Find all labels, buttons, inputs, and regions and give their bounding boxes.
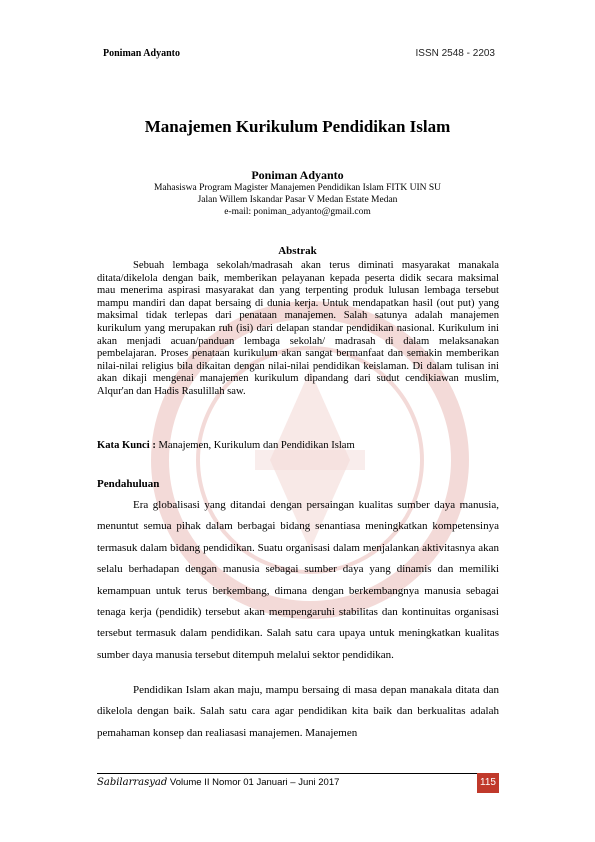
author-email: e-mail: poniman_adyanto@gmail.com xyxy=(224,207,371,217)
abstract-heading: Abstrak xyxy=(278,245,317,257)
running-header-issn: ISSN 2548 - 2203 xyxy=(415,48,495,59)
body-paragraph: Era globalisasi yang ditandai dengan persaingan kualitas sumber daya manusia, menuntut semua pihak dalam berbagai bidang senantiasa meningkatkan kompetensinya termasuk dalam bidang pendidikan. Suatu organisasi dalam menjalankan aktivitasnya akan selalu berhadapan dengan manusia sebagai sumber daya yang dinamis dan memiliki kemampuan untuk terus berkembang, dimana dengan berkembangnya manusia sebagai tenaga kerja (pendidik) tersebut akan mempengaruhi stabilitas dan kontinuitas organisasi tersebut termasuk dalam pendidikan. Salah satu cara upaya untuk meningkatkan kualitas sumber daya manusia tersebut ditempuh melalui sektor pendidikan. xyxy=(97,499,499,661)
keywords xyxy=(97,440,499,451)
footer-journal-info xyxy=(97,777,339,788)
author-address: Jalan Willem Iskandar Pasar V Medan Estate Medan xyxy=(197,195,398,205)
author-name: Poniman Adyanto xyxy=(251,168,344,182)
abstract-body: Sebuah lembaga sekolah/madrasah akan terus diminati masyarakat manakala ditata/dikelola dengan baik, memberikan pelayanan kepada peserta didik secara maksimal mau menerima aspirasi masyarakat dan yang terpenting produk lulusan lembaga tersebut mampu mandiri dan dapat bersaing di dunia kerja. Untuk mendapatkan hasil (out put) yang maksimal tidak terlepas dari penataan manajemen. Salah satunya adalah manajemen kurikulum yang merupakan ruh (isi) dari delapan standar pendidikan nasional. Kurikulum ini akan menjadi acuan/panduan lembaga sekolah/ madrasah di dalam melaksanakan pembelajaran. Proses penataan kurikulum akan sangat bermanfaat dan semakin memberikan nilai-nilai religius bila dikaitan dengan nilai-nilai pendidikan keislaman. Di dalam tulisan ini akan dikaji mengenai manajemen kurikulum dipandang dari sudut cendikiawan muslim, Alqur'an dan Hadis Rasulillah saw. xyxy=(97,260,499,397)
article-title: Manajemen Kurikulum Pendidikan Islam xyxy=(144,117,451,136)
body-paragraph: Pendidikan Islam akan maju, mampu bersaing di masa depan manakala ditata dan dikelola dengan baik. Salah satu cara agar pendidikan kita baik dan berkualitas adalah pemahaman konsep dan realiasasi manajemen. Manajemen xyxy=(97,684,499,739)
keywords-label: Kata Kunci : xyxy=(97,440,156,451)
page-number: 115 xyxy=(477,773,499,793)
journal-issue: Volume II Nomor 01 Januari – Juni 2017 xyxy=(167,777,340,788)
running-header-author: Poniman Adyanto xyxy=(103,48,180,59)
journal-name: Sabilarrasyad xyxy=(97,777,168,788)
keywords-text: Manajemen, Kurikulum dan Pendidikan Islam xyxy=(155,440,355,451)
author-affiliation: Mahasiswa Program Magister Manajemen Pendidikan Islam FITK UIN SU xyxy=(153,183,442,193)
section-heading: Pendahuluan xyxy=(97,478,160,490)
footer-rule xyxy=(97,773,497,774)
